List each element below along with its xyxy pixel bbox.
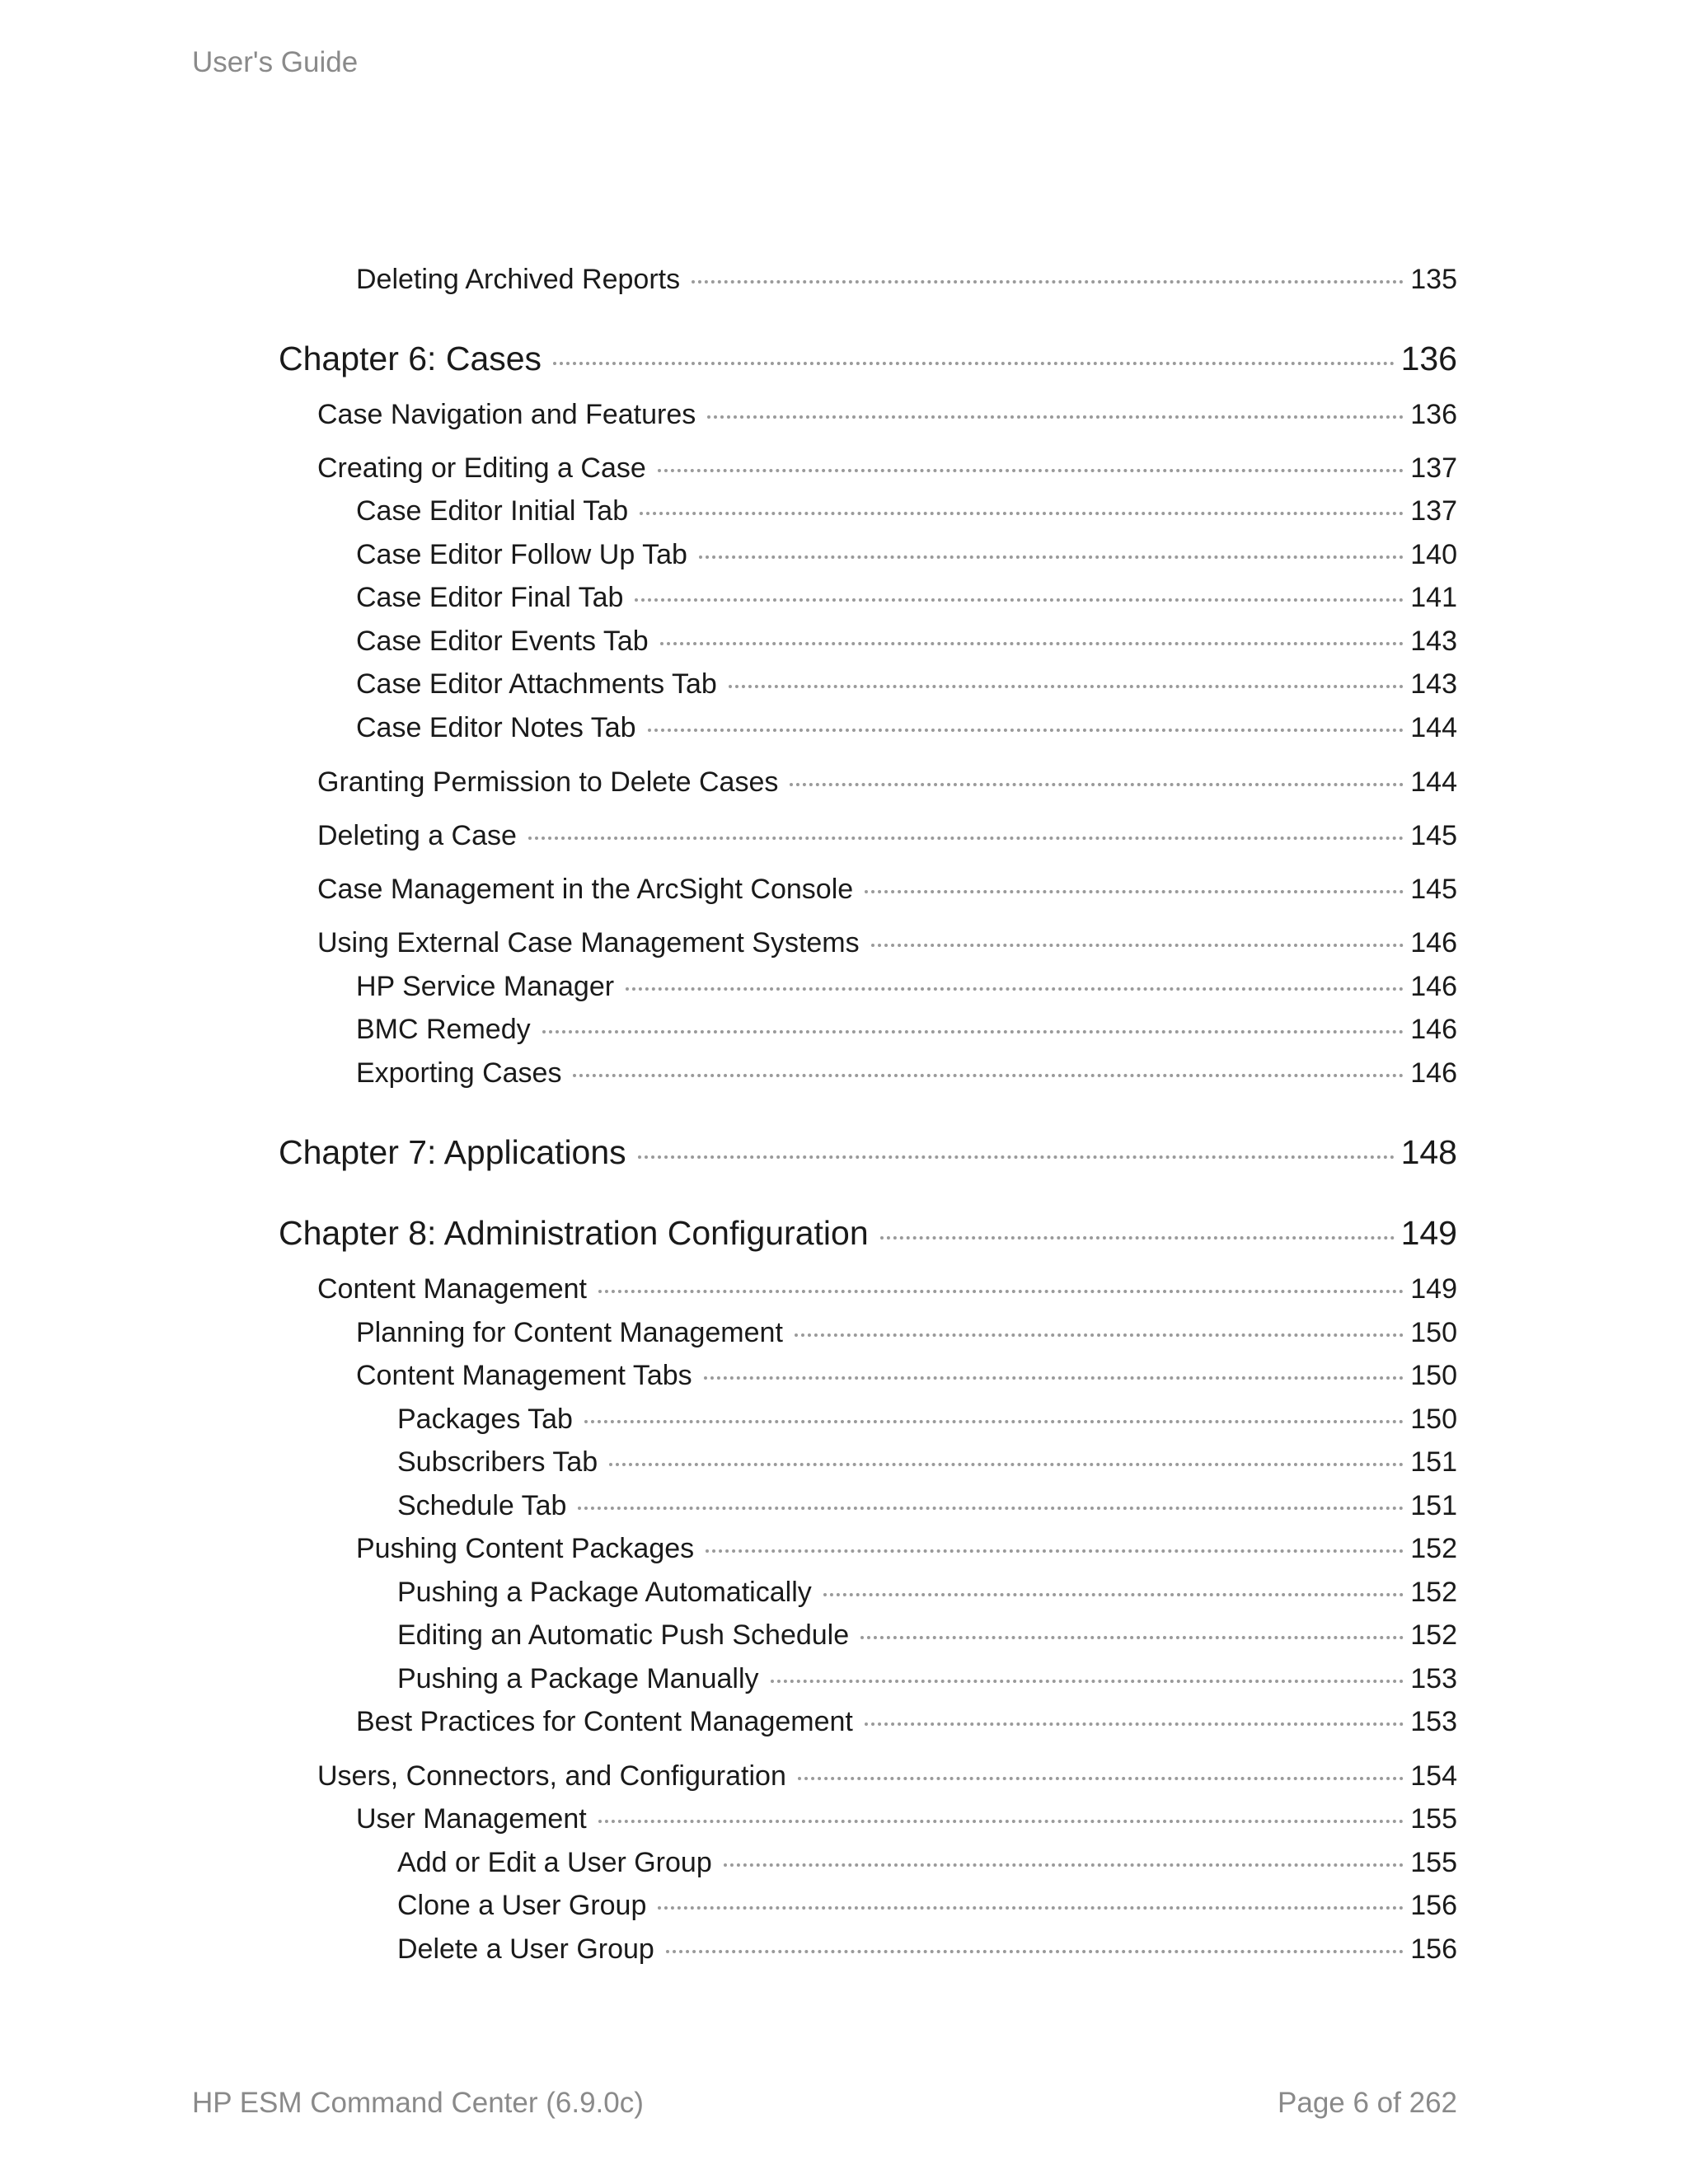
- toc-entry[interactable]: [397, 1446, 1457, 1479]
- toc-leader: [635, 598, 1404, 602]
- toc-entry-title: Clone a User Group: [397, 1890, 647, 1921]
- toc-entry-page: 146: [1410, 1014, 1457, 1045]
- toc-entry-page: 156: [1410, 1933, 1457, 1965]
- toc-entry-title: Deleting Archived Reports: [356, 264, 681, 295]
- toc-leader: [598, 1820, 1404, 1823]
- toc-entry-title: Packages Tab: [397, 1404, 573, 1435]
- footer-product: HP ESM Command Center (6.9.0c): [192, 2087, 644, 2119]
- toc-entry[interactable]: [317, 452, 1457, 485]
- toc-entry-page: 155: [1410, 1803, 1457, 1835]
- toc-entry[interactable]: [356, 1014, 1457, 1046]
- toc-entry-title: Case Management in the ArcSight Console: [317, 874, 854, 905]
- toc-entry-title: User Management: [356, 1803, 587, 1835]
- toc-entry-page: 149: [1400, 1214, 1457, 1252]
- toc-leader: [865, 1722, 1404, 1726]
- toc-leader: [704, 1376, 1404, 1380]
- toc-leader: [658, 469, 1404, 472]
- toc-entry-page: 149: [1410, 1273, 1457, 1305]
- toc-leader: [860, 1636, 1404, 1639]
- toc-leader: [798, 1777, 1404, 1780]
- toc-entry-title: Case Editor Final Tab: [356, 582, 624, 613]
- toc-entry-page: 152: [1410, 1533, 1457, 1564]
- toc-entry-page: 155: [1410, 1847, 1457, 1878]
- toc-leader: [553, 362, 1395, 365]
- toc-entry[interactable]: [356, 668, 1457, 701]
- toc-entry-page: 144: [1410, 712, 1457, 743]
- toc-leader: [638, 1155, 1395, 1159]
- toc-entry[interactable]: [397, 1490, 1457, 1522]
- toc-leader: [823, 1593, 1404, 1596]
- toc-entry-title: Case Editor Initial Tab: [356, 495, 629, 527]
- toc-entry-title: Editing an Automatic Push Schedule: [397, 1619, 850, 1651]
- toc-leader: [584, 1420, 1404, 1423]
- toc-entry-title: Content Management: [317, 1273, 587, 1305]
- toc-entry-page: 146: [1410, 971, 1457, 1002]
- toc-entry-page: 156: [1410, 1890, 1457, 1921]
- toc-entry-title: Exporting Cases: [356, 1057, 562, 1089]
- toc-leader: [542, 1030, 1404, 1033]
- toc-entry[interactable]: [356, 539, 1457, 571]
- toc-entry-page: 143: [1410, 668, 1457, 700]
- toc-entry[interactable]: [397, 1619, 1457, 1652]
- toc-entry[interactable]: [317, 927, 1457, 959]
- toc-entry-page: 148: [1400, 1133, 1457, 1171]
- toc-entry-page: 145: [1410, 874, 1457, 905]
- toc-entry-page: 154: [1410, 1760, 1457, 1792]
- toc-chapter[interactable]: [279, 1214, 1457, 1253]
- toc-entry-page: 152: [1410, 1619, 1457, 1651]
- toc-entry-title: Users, Connectors, and Configuration: [317, 1760, 786, 1792]
- toc-entry-page: 146: [1410, 1057, 1457, 1089]
- toc-leader: [692, 280, 1404, 284]
- toc-entry-title: Deleting a Case: [317, 820, 517, 851]
- toc-entry-page: 137: [1410, 495, 1457, 527]
- toc-entry[interactable]: [397, 1933, 1457, 1966]
- toc-entry[interactable]: [356, 712, 1457, 744]
- toc-entry[interactable]: [356, 626, 1457, 658]
- toc-entry-title: Planning for Content Management: [356, 1317, 783, 1348]
- toc-entry-page: 151: [1410, 1446, 1457, 1478]
- toc-entry-page: 153: [1410, 1706, 1457, 1737]
- toc-leader: [699, 555, 1404, 559]
- toc-entry[interactable]: [356, 1057, 1457, 1090]
- toc-entry-title: Schedule Tab: [397, 1490, 567, 1521]
- running-header: User's Guide: [192, 46, 359, 78]
- toc-leader: [640, 512, 1404, 515]
- toc-entry-page: 152: [1410, 1577, 1457, 1608]
- toc-entry-title: Case Navigation and Features: [317, 399, 696, 430]
- toc-entry-title: Using External Case Management Systems: [317, 927, 860, 958]
- toc-entry[interactable]: [356, 1317, 1457, 1349]
- toc-entry-title: Chapter 6: Cases: [279, 340, 542, 377]
- toc-entry[interactable]: [317, 399, 1457, 431]
- toc-chapter[interactable]: [279, 340, 1457, 378]
- toc-entry-title: Chapter 8: Administration Configuration: [279, 1214, 869, 1252]
- toc-entry[interactable]: [317, 874, 1457, 906]
- toc-entry-page: 150: [1410, 1317, 1457, 1348]
- toc-leader: [578, 1507, 1404, 1510]
- toc-entry-title: Granting Permission to Delete Cases: [317, 766, 779, 798]
- toc-leader: [790, 783, 1404, 786]
- toc-entry-title: HP Service Manager: [356, 971, 615, 1002]
- footer-page-number: Page 6 of 262: [1278, 2087, 1457, 2119]
- toc-entry-title: Pushing a Package Automatically: [397, 1577, 812, 1608]
- toc-entry-page: 136: [1410, 399, 1457, 430]
- toc-entry-page: 150: [1410, 1404, 1457, 1435]
- toc-leader: [609, 1463, 1404, 1466]
- toc-entry-title: Case Editor Notes Tab: [356, 712, 636, 743]
- toc-entry-title: BMC Remedy: [356, 1014, 531, 1045]
- toc-leader: [528, 837, 1404, 840]
- toc-entry-title: Case Editor Events Tab: [356, 626, 649, 657]
- toc-entry[interactable]: [356, 1803, 1457, 1835]
- toc-entry-page: 137: [1410, 452, 1457, 484]
- toc-entry-title: Creating or Editing a Case: [317, 452, 646, 484]
- toc-entry-page: 141: [1410, 582, 1457, 613]
- toc-entry-title: Add or Edit a User Group: [397, 1847, 712, 1878]
- toc-entry-title: Delete a User Group: [397, 1933, 654, 1965]
- toc-entry[interactable]: [317, 766, 1457, 799]
- toc-entry-title: Content Management Tabs: [356, 1360, 692, 1391]
- toc-entry[interactable]: [356, 1360, 1457, 1392]
- toc-leader: [880, 1236, 1395, 1240]
- toc-entry-page: 153: [1410, 1663, 1457, 1694]
- toc-entry[interactable]: [317, 820, 1457, 852]
- toc-entry-title: Pushing Content Packages: [356, 1533, 695, 1564]
- toc-entry-title: Subscribers Tab: [397, 1446, 598, 1478]
- toc-entry-page: 151: [1410, 1490, 1457, 1521]
- toc-leader: [707, 415, 1404, 419]
- toc-entry-page: 146: [1410, 927, 1457, 958]
- toc-leader: [729, 685, 1404, 688]
- toc-entry[interactable]: [397, 1577, 1457, 1609]
- toc-leader: [573, 1074, 1404, 1077]
- toc-leader: [626, 987, 1404, 991]
- toc-entry-page: 140: [1410, 539, 1457, 570]
- toc-entry[interactable]: [356, 264, 1457, 296]
- toc-leader: [660, 642, 1404, 645]
- toc-leader: [865, 890, 1404, 893]
- toc-leader: [648, 729, 1404, 732]
- toc-leader: [658, 1906, 1404, 1910]
- toc-leader: [771, 1680, 1404, 1683]
- toc-entry[interactable]: [397, 1890, 1457, 1922]
- toc-entry[interactable]: [397, 1404, 1457, 1436]
- toc-leader: [871, 944, 1404, 947]
- toc-entry-page: 144: [1410, 766, 1457, 798]
- toc-entry-page: 150: [1410, 1360, 1457, 1391]
- toc-entry-page: 135: [1410, 264, 1457, 295]
- toc-entry[interactable]: [397, 1847, 1457, 1879]
- toc-entry[interactable]: [356, 971, 1457, 1003]
- toc-leader: [598, 1290, 1404, 1293]
- toc-entry[interactable]: [356, 1706, 1457, 1738]
- toc-entry-title: Pushing a Package Manually: [397, 1663, 759, 1694]
- toc-leader: [706, 1549, 1404, 1553]
- toc-entry[interactable]: [356, 495, 1457, 527]
- toc-leader: [724, 1863, 1404, 1867]
- toc-entry-title: Chapter 7: Applications: [279, 1133, 626, 1171]
- toc-entry-title: Case Editor Attachments Tab: [356, 668, 717, 700]
- toc-leader: [795, 1333, 1404, 1337]
- toc-entry[interactable]: [397, 1663, 1457, 1695]
- toc-leader: [666, 1950, 1404, 1953]
- toc-entry[interactable]: [356, 582, 1457, 614]
- toc-entry[interactable]: [317, 1760, 1457, 1793]
- toc-entry[interactable]: [356, 1533, 1457, 1565]
- toc-entry-title: Best Practices for Content Management: [356, 1706, 853, 1737]
- toc-entry-title: Case Editor Follow Up Tab: [356, 539, 687, 570]
- toc-entry-page: 145: [1410, 820, 1457, 851]
- toc-entry-page: 143: [1410, 626, 1457, 657]
- toc-entry[interactable]: [317, 1273, 1457, 1305]
- toc-chapter[interactable]: [279, 1133, 1457, 1172]
- toc-entry-page: 136: [1400, 340, 1457, 377]
